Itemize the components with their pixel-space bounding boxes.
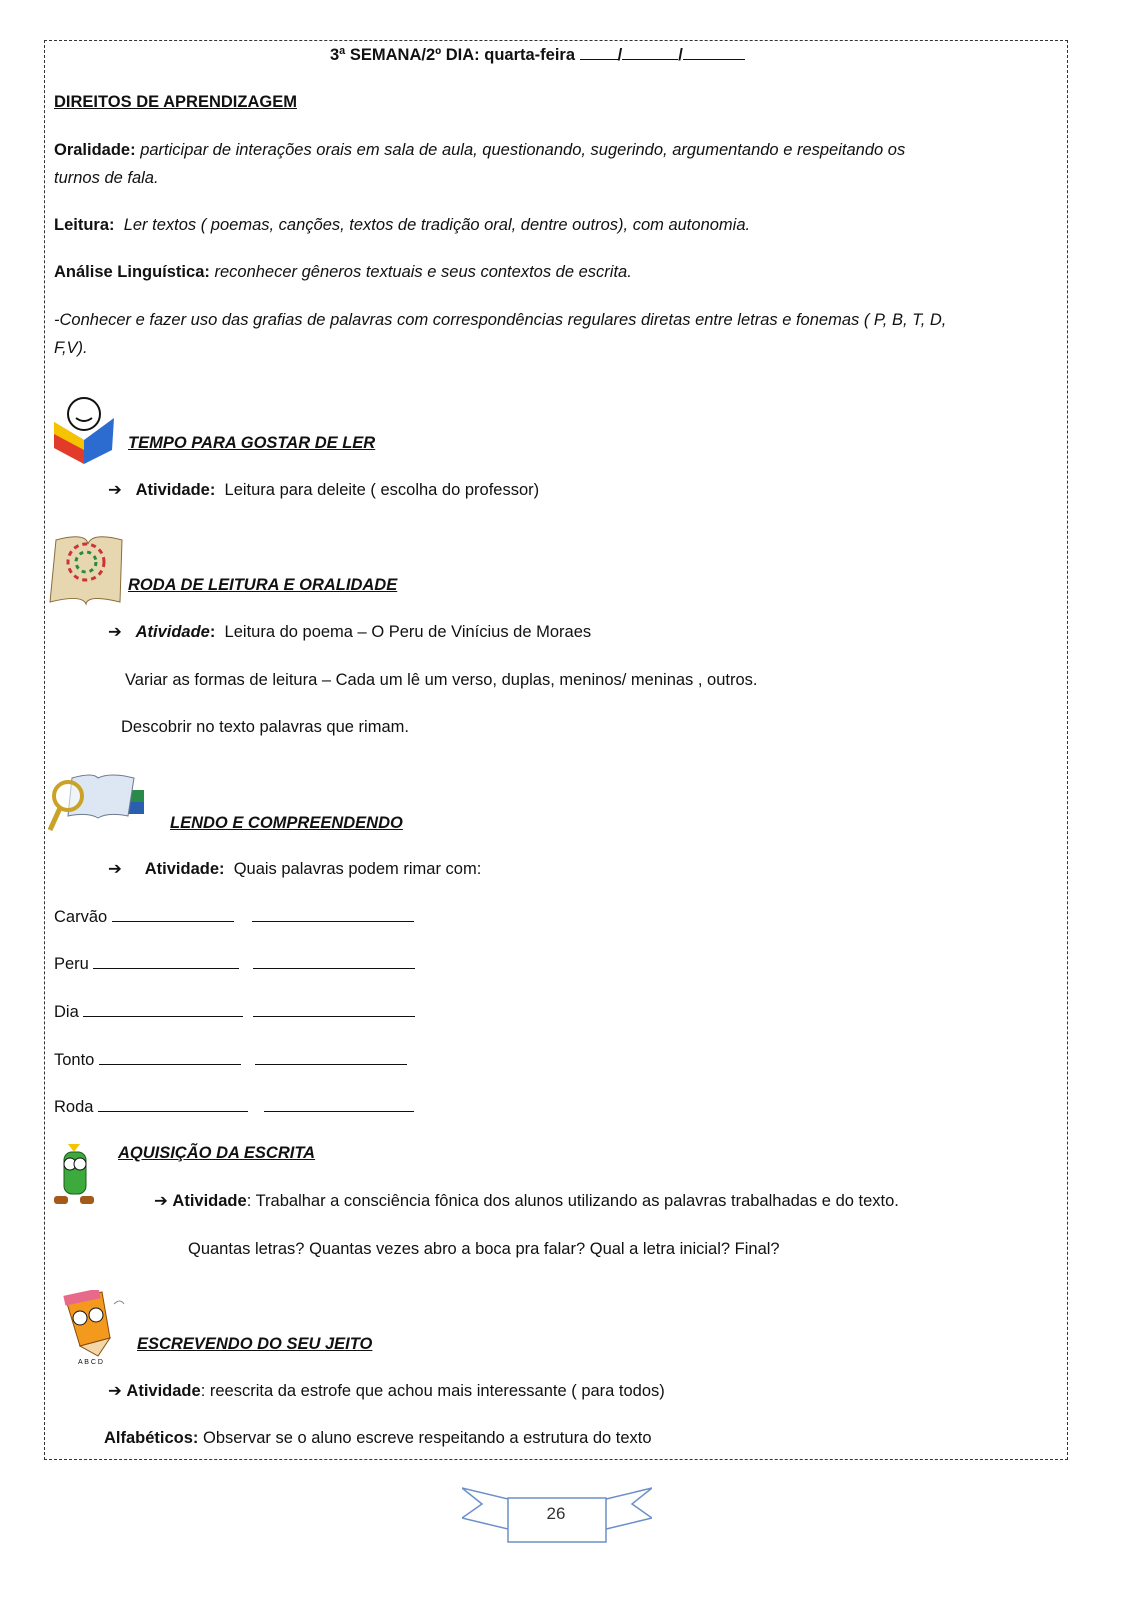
answer-blank[interactable] [264, 1097, 414, 1112]
roda-line-2: Variar as formas de leitura – Cada um lê um verso, duplas, meninos/ meninas , outros. [125, 671, 758, 689]
rhyme-item: Tonto [54, 1050, 407, 1070]
analise-line: Análise Linguística: reconhecer gêneros textuais e seus contextos de escrita. [54, 263, 632, 281]
oralidade-line-2: turnos de fala. [54, 169, 159, 187]
rhyme-item: Peru [54, 954, 415, 974]
roda-line-3: Descobrir no texto palavras que rimam. [121, 718, 409, 736]
pencil-character-icon [58, 1290, 130, 1366]
roda-activity: ➔ Atividade: Leitura do poema – O Peru de Vinícius de Moraes [108, 623, 592, 641]
lendo-activity: ➔ Atividade: Quais palavras podem rimar com: [108, 860, 482, 878]
reading-circle-book-icon [48, 532, 124, 606]
conhecer-line: -Conhecer e fazer uso das grafias de palavras com correspondências regulares diretas entre letras e fonemas ( P, B, T, D, [54, 311, 947, 329]
reading-child-icon [50, 392, 118, 466]
oralidade-line: Oralidade: participar de interações orais em sala de aula, questionando, sugerindo, argumentando e respeitando os [54, 141, 906, 159]
letter-character-icon [50, 1142, 100, 1208]
escrevendo-activity: ➔ Atividade: reescrita da estrofe que achou mais interessante ( para todos) [108, 1382, 665, 1400]
answer-blank[interactable] [252, 907, 414, 922]
leitura-line: Leitura: Ler textos ( poemas, canções, textos de tradição oral, dentre outros), com autonomia. [54, 216, 751, 234]
alfabeticos-line: Alfabéticos: Observar se o aluno escreve respeitando a estrutura do texto [104, 1429, 652, 1447]
answer-blank[interactable] [253, 1002, 415, 1017]
rights-heading: DIREITOS DE APRENDIZAGEM [54, 93, 297, 111]
aquisicao-activity: ➔ Atividade: Trabalhar a consciência fônica dos alunos utilizando as palavras trabalhadas e do texto. [154, 1192, 899, 1210]
svg-text:A B C D: A B C D [78, 1359, 103, 1366]
rhyme-item: Roda [54, 1097, 414, 1117]
answer-blank[interactable] [253, 954, 415, 969]
rhyme-item: Dia [54, 1002, 415, 1022]
conhecer-line-2: F,V). [54, 339, 88, 357]
tempo-activity: ➔ Atividade: Leitura para deleite ( escolha do professor) [108, 481, 540, 499]
section-title-aquisicao: AQUISIÇÃO DA ESCRITA [118, 1144, 316, 1162]
page-title: 3ª SEMANA/2º DIA: quarta-feira / / [330, 45, 745, 65]
page-number: 26 [546, 1504, 566, 1523]
aquisicao-line-2: Quantas letras? Quantas vezes abro a boca pra falar? Qual a letra inicial? Final? [188, 1240, 780, 1258]
answer-blank[interactable] [255, 1050, 407, 1065]
section-title-escrevendo: ESCREVENDO DO SEU JEITO [137, 1335, 373, 1353]
section-title-lendo: LENDO E COMPREENDENDO [170, 814, 403, 832]
section-title-tempo: TEMPO PARA GOSTAR DE LER [128, 434, 376, 452]
section-title-roda: RODA DE LEITURA E ORALIDADE [128, 576, 398, 594]
rhyme-item: Carvão [54, 907, 414, 927]
magnifier-book-icon [48, 772, 148, 834]
